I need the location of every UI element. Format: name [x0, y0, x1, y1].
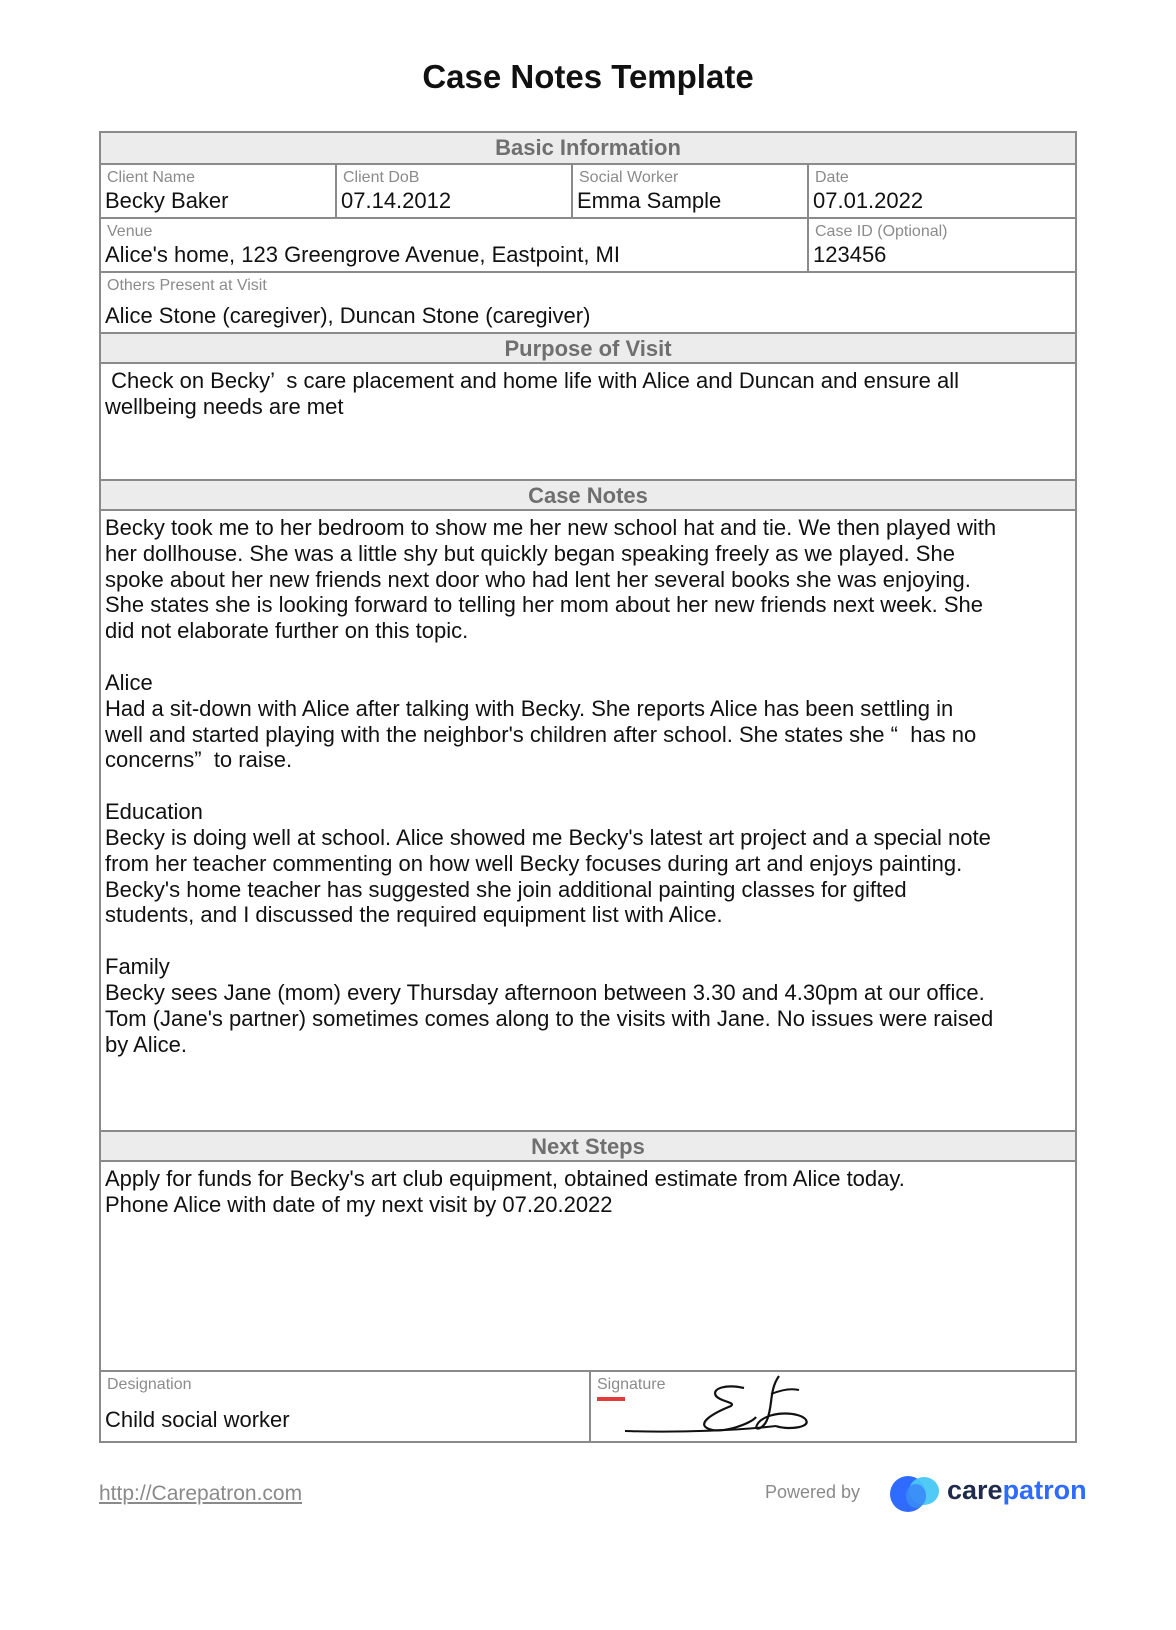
- case-notes-line: well and started playing with the neighbor's children after school. She states she “ has no: [105, 721, 977, 747]
- next-steps-header: Next Steps: [101, 1130, 1075, 1160]
- client-dob-field[interactable]: [335, 165, 571, 217]
- case-id-label: Case ID (Optional): [815, 223, 948, 240]
- family-heading: Family: [105, 954, 170, 980]
- carepatron-logo-icon: [888, 1474, 944, 1514]
- next-steps-line-1: Apply for funds for Becky's art club equipment, obtained estimate from Alice today.: [105, 1166, 905, 1191]
- purpose-line-2: wellbeing needs are met: [105, 393, 344, 419]
- carepatron-brand: [947, 1475, 1087, 1506]
- case-id-value: 123456: [813, 242, 887, 267]
- case-notes-line: Becky is doing well at school. Alice showed me Becky's latest art project and a special note: [105, 824, 991, 850]
- purpose-of-visit-text[interactable]: [101, 362, 1075, 479]
- social-worker-value: Emma Sample: [577, 188, 722, 213]
- alice-heading: Alice: [105, 669, 153, 695]
- others-present-label: Others Present at Visit: [107, 277, 267, 294]
- basic-information-header: Basic Information: [101, 133, 1075, 163]
- case-notes-line: Had a sit-down with Alice after talking with Becky. She reports Alice has been settling in: [105, 695, 954, 721]
- case-notes-line: spoke about her new friends next door who had lent her several books she was enjoying.: [105, 566, 971, 592]
- venue-field[interactable]: [101, 219, 807, 271]
- designation-label: Designation: [107, 1376, 192, 1393]
- signature-label: Signature: [597, 1376, 666, 1393]
- case-notes-form: [99, 131, 1077, 1443]
- case-notes-line: Tom (Jane's partner) sometimes comes along to the visits with Jane. No issues were raised: [105, 1005, 994, 1031]
- date-label: Date: [815, 169, 849, 186]
- case-notes-line: Becky sees Jane (mom) every Thursday afternoon between 3.30 and 4.30pm at our office.: [105, 979, 985, 1005]
- case-notes-line: Becky took me to her bedroom to show me her new school hat and tie. We then played with: [105, 515, 997, 540]
- date-field[interactable]: [807, 165, 1075, 217]
- page-title: Case Notes Template: [422, 58, 754, 95]
- next-steps-line-2: Phone Alice with date of my next visit by 07.20.2022: [105, 1191, 613, 1217]
- client-dob-value: 07.14.2012: [341, 188, 452, 213]
- powered-by-text: Powered by: [765, 1482, 861, 1502]
- basic-info-row-1: [101, 163, 1075, 217]
- case-id-field[interactable]: [807, 219, 1075, 271]
- case-notes-text[interactable]: [101, 509, 1075, 1130]
- date-value: 07.01.2022: [813, 188, 924, 213]
- next-steps-text[interactable]: [101, 1160, 1075, 1370]
- case-notes-line: concerns” to raise.: [105, 747, 293, 773]
- education-heading: Education: [105, 799, 203, 825]
- designation-value: Child social worker: [105, 1407, 290, 1432]
- brand-part-2: patron: [1002, 1475, 1087, 1505]
- brand-part-1: care: [947, 1475, 1003, 1505]
- case-notes-line: from her teacher commenting on how well Becky focuses during art and enjoys painting.: [105, 850, 963, 876]
- venue-label: Venue: [107, 223, 153, 240]
- carepatron-link[interactable]: http://Carepatron.com: [99, 1482, 303, 1505]
- client-dob-label: Client DoB: [343, 169, 420, 186]
- basic-info-row-2: [101, 217, 1075, 271]
- case-notes-header: Case Notes: [101, 479, 1075, 509]
- designation-field[interactable]: [101, 1372, 589, 1441]
- social-worker-label: Social Worker: [579, 169, 679, 186]
- case-notes-line: She states she is looking forward to telling her mom about her new friends next week. She: [105, 592, 984, 618]
- signature-drawing: [591, 1372, 1075, 1441]
- signoff-row: [101, 1370, 1075, 1441]
- client-name-label: Client Name: [107, 169, 196, 186]
- others-present-field[interactable]: [101, 273, 1075, 332]
- case-notes-line: did not elaborate further on this topic.: [105, 618, 469, 644]
- case-notes-line: by Alice.: [105, 1031, 187, 1057]
- purpose-of-visit-header: Purpose of Visit: [101, 332, 1075, 362]
- basic-info-row-3: [101, 271, 1075, 332]
- case-notes-line: students, and I discussed the required equipment list with Alice.: [105, 902, 723, 928]
- client-name-value: Becky Baker: [105, 188, 229, 213]
- signature-field[interactable]: [589, 1372, 1075, 1441]
- others-present-value: Alice Stone (caregiver), Duncan Stone (caregiver): [105, 303, 591, 328]
- client-name-field[interactable]: [101, 165, 335, 217]
- social-worker-field[interactable]: [571, 165, 807, 217]
- purpose-line-1: Check on Becky’ s care placement and home life with Alice and Duncan and ensure all: [105, 368, 959, 393]
- venue-value: Alice's home, 123 Greengrove Avenue, Eastpoint, MI: [105, 242, 620, 267]
- case-notes-line: Becky's home teacher has suggested she join additional painting classes for gifted: [105, 876, 907, 902]
- case-notes-line: her dollhouse. She was a little shy but quickly began speaking freely as we played. She: [105, 540, 955, 566]
